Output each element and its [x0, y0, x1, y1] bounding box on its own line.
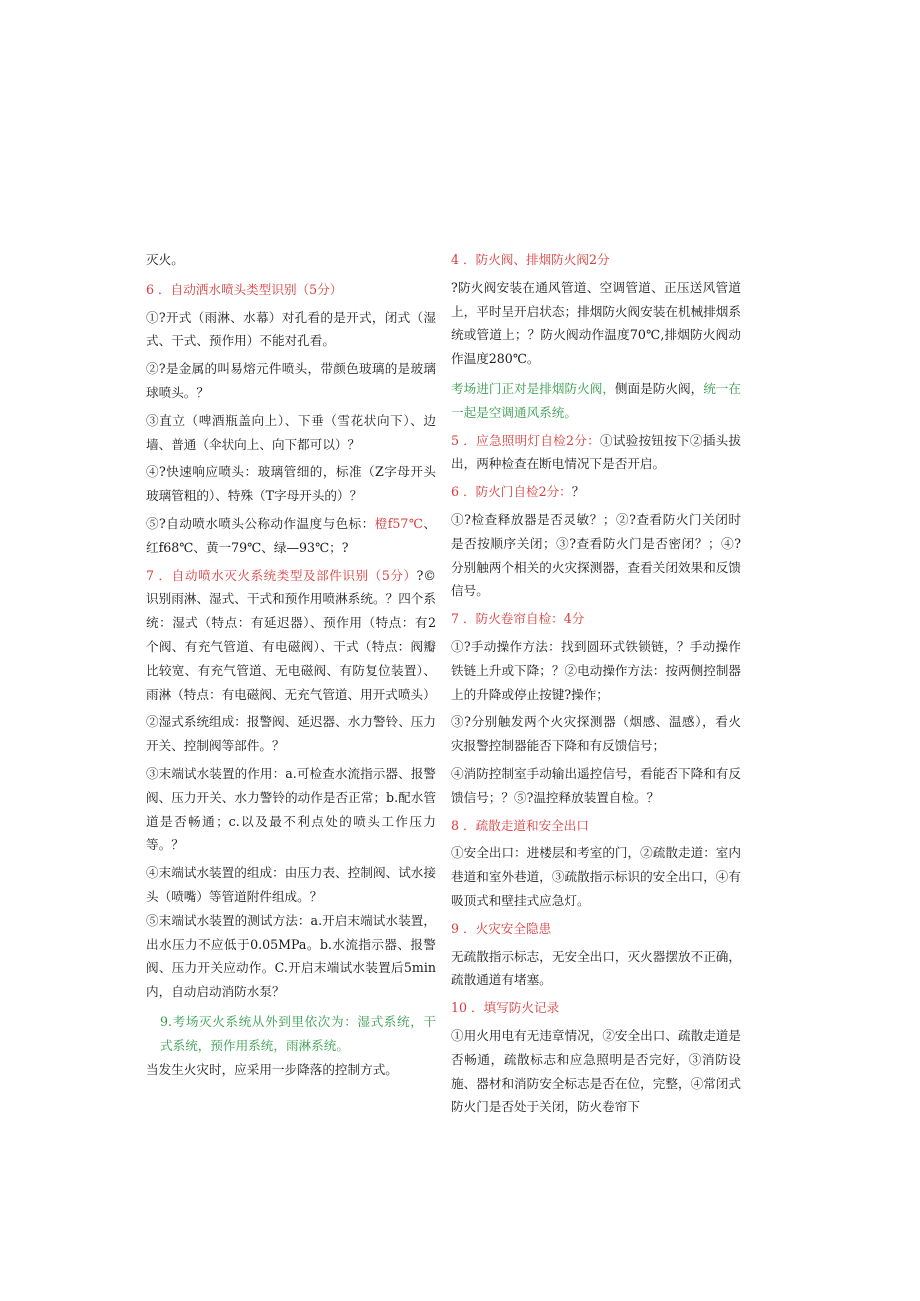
paragraph-temperature-colors [146, 512, 436, 560]
paragraph-highlight-green: 9.考场灭火系统从外到里依次为：湿式系统，干式系统，预作用系统，雨淋系统。 [160, 1013, 436, 1053]
paragraph: ②?是金属的叫易熔元件喷头，带颜色玻璃的是玻璃球喷头。？ [146, 361, 436, 400]
right-column [451, 248, 741, 1120]
section-heading-10: 10 ．填写防火记录 [451, 1000, 560, 1016]
paragraph: ①?检查释放器是否灵敏？；②?查看防火门关闭时是否按顺序关闭；③?查看防火门是否密闭？；④?分别触两个相关的火灾探测器，查看关闭效果和反馈信号。 [451, 511, 741, 599]
paragraph: ①?手动操作方法：找到圆环式铁锁链，？手动操作铁链上升或下降；？②电动操作方法：按两侧控制器上的升降或停止按键?操作； [451, 638, 741, 702]
paragraph: ①?开式（雨淋、水幕）对孔看的是开式，闭式（湿式、干式、预作用）不能对孔看。 [146, 309, 436, 349]
section-heading-6: 6 ．防火门自检2分： [451, 484, 572, 500]
paragraph: ③直立（啤酒瓶盖向上）、下垂（雪花状向下）、边墙、普通（伞状向上、向下都可以）？ [146, 412, 436, 452]
text-span: ？ [571, 484, 585, 500]
paragraph: ④末端试水装置的组成：由压力表、控制阀、试水接头（喷嘴）等管道附件组成。？ [146, 865, 436, 904]
paragraph-highlight-mixed [451, 377, 741, 425]
paragraph: ④消防控制室手动输出遥控信号，看能否下降和有反馈信号；？⑤?温控释放装置自检。？ [451, 765, 741, 805]
paragraph: 灭火。 [146, 252, 184, 267]
section-heading-4: 4 ．防火阀、排烟防火阀2分 [451, 252, 610, 267]
paragraph: ③末端试水装置的作用：a.可检查水流指示器、报警阀、压力开关、水力警铃的动作是否正常；b.配水管道是否畅通；c.以及最不利点处的喷头工作压力等。？ [146, 765, 436, 853]
paragraph: ④?快速响应喷头：玻璃管细的，标准（Z字母开头玻璃管粗的）、特殊（T字母开头的）？ [146, 464, 436, 504]
paragraph: 无疏散指示标志，无安全出口，灭火器摆放不正确，疏散通道有堵塞。 [451, 948, 741, 988]
section-heading-5: 5 ．应急照明灯自检2分： [451, 432, 600, 448]
paragraph: ⑤末端试水装置的测试方法：a.开启末端试水装置，出水压力不应低于0.05MPa。b.水流指示器、报警阀、压力开关应动作。C.开启末端试水装置后5min内，自动启动消防水泵？ [146, 912, 436, 1000]
highlight-span: 橙f57℃ [374, 515, 424, 531]
paragraph-section-7 [146, 564, 436, 707]
section-heading-9: 9 ．火灾安全隐患 [451, 920, 552, 936]
paragraph: ①安全出口：进楼层和考室的门，②疏散走道：室内巷道和室外巷道，③疏散指示标识的安全出口，④有吸顶式和壁挂式应急灯。 [451, 845, 741, 908]
paragraph-section-5 [451, 429, 741, 477]
section-heading-8: 8 ．疏散走道和安全出口 [451, 817, 589, 833]
paragraph: ①用火用电有无违章情况，②安全出口、疏散走道是否畅通，疏散标志和应急照明是否完好，③消防设施、器材和消防安全标志是否在位，完整，④常闭式防火门是否处于关闭，防火卷帘下 [451, 1027, 741, 1115]
paragraph: ?防火阀安装在通风管道、空调管道、正压送风管道上，平时呈开启状态；排烟防火阀安装在机械排烟系统或管道上；？防火阀动作温度70℃,排烟防火阀动作温度280℃。 [451, 279, 741, 367]
text-span: 统一在一起是空调通风系统。 [451, 380, 741, 420]
paragraph: 当发生火灾时，应采用一步降落的控制方式。 [146, 1061, 398, 1077]
text-span: 考场进门正对是排烟防火阀， [451, 380, 615, 396]
text-span: ⑤?自动喷水喷头公称动作温度与色标： [146, 515, 375, 531]
left-column [146, 248, 436, 1083]
paragraph: ③?分别触发两个火灾探测器（烟感、温感），看火灾报警控制器能否下降和有反馈信号； [451, 714, 741, 754]
text-span: ?©识别雨淋、湿式、干式和预作用喷淋系统。？四个系统：湿式（特点：有延迟器）、预作用（特点：有2个阀、有充气管道、有电磁阀）、干式（特点：阀瓣比较宽、有充气管道、无电磁阀、有防复位装置）、雨淋（特点：有电磁阀、无充气管道、用开式喷头） [146, 567, 436, 702]
paragraph: ②湿式系统组成：报警阀、延迟器、水力警铃、压力开关、控制阀等部件。？ [146, 714, 436, 754]
text-span: 、红f68℃、黄一79℃、绿—93℃；? [146, 515, 436, 555]
text-span: ①试验按钮按下②插头拔出，两种检查在断电情况下是否开启。 [451, 432, 741, 472]
paragraph-section-6 [451, 480, 741, 504]
section-heading-7: 7 ．防火卷帘自检：4分 [451, 611, 585, 627]
section-heading-7: 7 ．自动喷水灭火系统类型及部件识别（5分） [146, 567, 417, 583]
section-heading-6: 6 ．自动洒水喷头类型识别（5分） [146, 281, 343, 297]
text-span: 侧面是防火阀， [614, 380, 704, 396]
